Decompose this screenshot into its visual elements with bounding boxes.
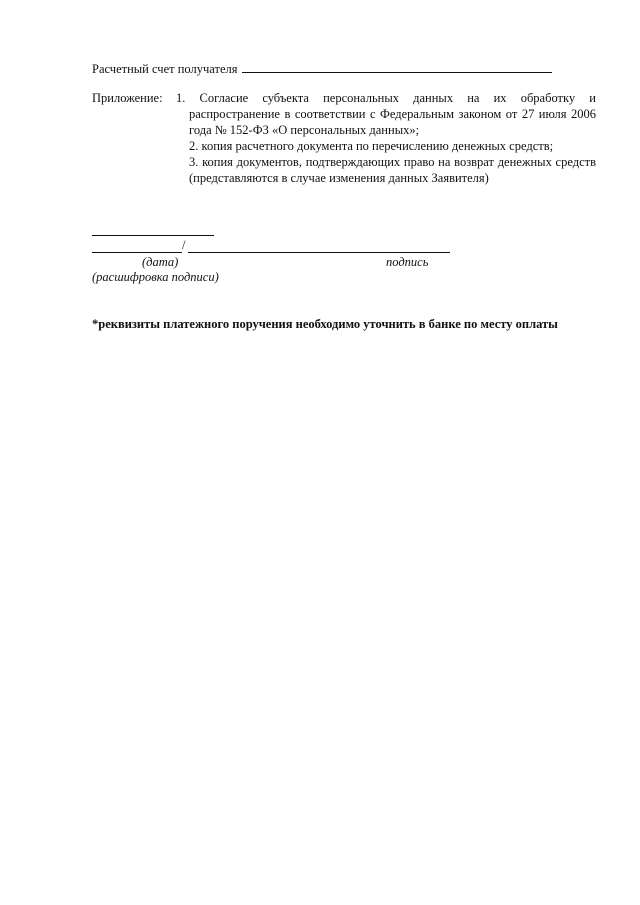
recipient-account-label: Расчетный счет получателя — [92, 62, 238, 76]
attachment-item-1 — [176, 90, 596, 138]
attachment-item-1-text: Согласие субъекта персональных данных на их обработку и распространение в соответствии с Федеральным законом от 27 июля 2006 года № 152-ФЗ «О персональных данных»; — [189, 91, 596, 137]
signature-caption: подпись — [386, 255, 429, 269]
attachment-item-3-text: копия документов, подтверждающих право на возврат денежных средств (представляются в случае изменения данных Заявителя) — [189, 155, 596, 185]
attachment-item-2-number: 2. — [189, 139, 199, 153]
attachment-item-3-number: 3. — [189, 155, 199, 169]
signature-decode-caption: (расшифровка подписи) — [92, 270, 219, 284]
attachment-item-2-text: копия расчетного документа по перечислению денежных средств; — [201, 139, 554, 153]
attachment-list — [176, 90, 596, 186]
attachment-item-3 — [176, 154, 596, 186]
recipient-account-line — [92, 60, 552, 77]
signature-separator: / — [182, 238, 186, 252]
recipient-account-blank — [242, 60, 552, 73]
payment-details-footnote: *реквизиты платежного поручения необходимо уточнить в банке по месту оплаты — [92, 317, 558, 331]
signature-row — [92, 239, 452, 253]
attachment-item-1-number: 1. — [176, 91, 186, 105]
attachment-item-2 — [176, 138, 596, 154]
signature-blank-line-top — [92, 235, 214, 236]
attachment-label: Приложение: — [92, 91, 163, 105]
date-caption: (дата) — [142, 255, 179, 269]
date-blank — [92, 252, 182, 253]
signature-blank — [188, 252, 450, 253]
